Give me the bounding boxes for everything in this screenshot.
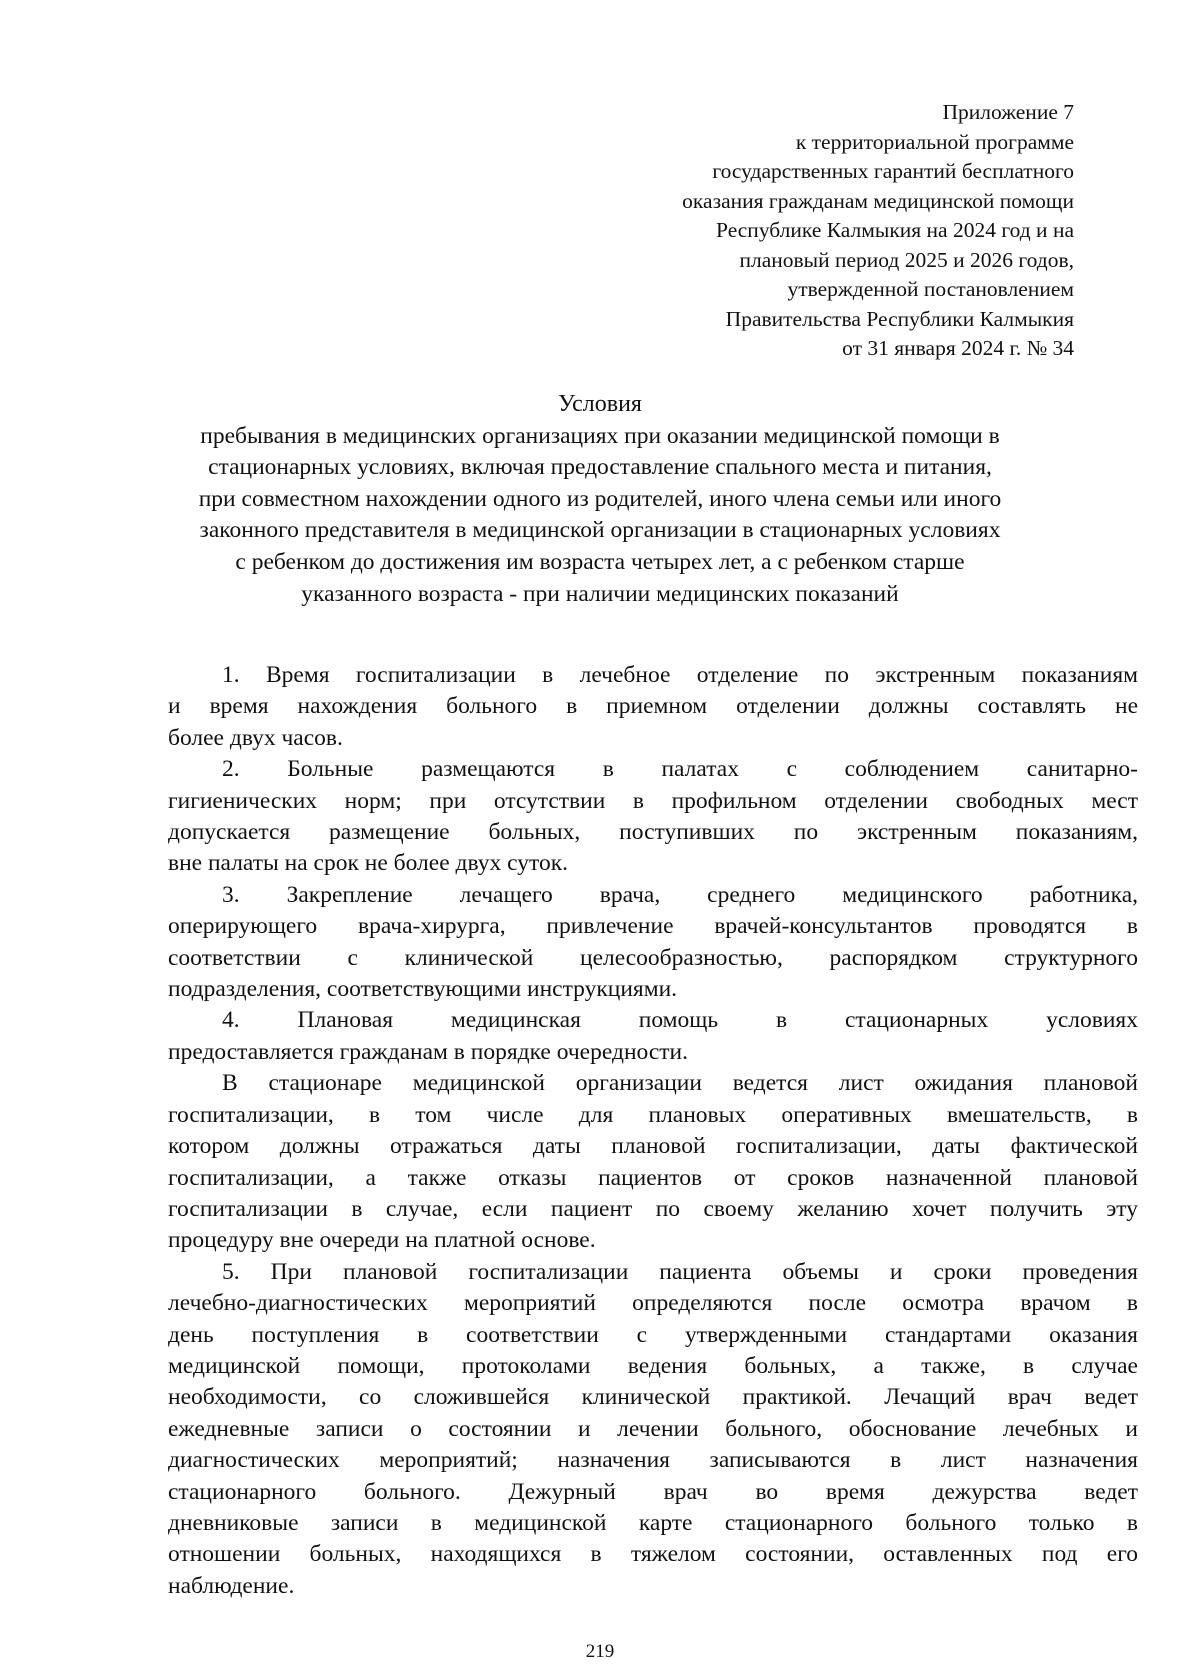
document-title [150, 389, 1050, 610]
paragraph-4-continued [168, 1068, 1138, 1256]
page-number: 219 [585, 1641, 615, 1662]
annex-line: оказания гражданам медицинской помощи [682, 188, 1074, 213]
annex-line: Правительства Республики Калмыкия [725, 306, 1074, 331]
text-line: процедуру вне очереди на платной основе. [168, 1227, 596, 1254]
text-line: котором должны отражаться даты плановой госпитализации, даты фактической [168, 1133, 1138, 1160]
annex-line: к территориальной программе [795, 129, 1074, 154]
text-line: госпитализации в случае, если пациент по своему желанию хочет получить эту [168, 1195, 1138, 1222]
document-body [168, 660, 1138, 1602]
text-line: госпитализации, в том числе для плановых оперативных вмешательств, в [168, 1101, 1138, 1128]
paragraph-5 [168, 1257, 1138, 1602]
text-line: дневниковые записи в медицинской карте стационарного больного только в [168, 1509, 1138, 1536]
paragraph-2 [168, 754, 1138, 880]
annex-line: утвержденной постановлением [787, 277, 1074, 301]
text-line: необходимости, со сложившейся клинической практикой. Лечащий врач ведет [168, 1384, 1138, 1411]
paragraph-1 [168, 660, 1138, 754]
annex-line: Приложение 7 [942, 100, 1074, 124]
text-line: день поступления в соответствии с утвержденными стандартами оказания [168, 1321, 1138, 1348]
title-subtitle-line: при совместном нахождении одного из родителей, иного члена семьи или иного [198, 485, 1002, 512]
text-line: В стационаре медицинской организации ведется лист ожидания плановой [222, 1070, 1138, 1097]
text-line: допускается размещение больных, поступивших по экстренным показаниям, [168, 819, 1138, 846]
text-line: соответствии с клинической целесообразностью, распорядком структурного [168, 944, 1138, 971]
text-line: предоставляется гражданам в порядке очередности. [168, 1038, 689, 1065]
annex-line: государственных гарантий бесплатного [712, 159, 1074, 183]
text-line: оперирующего врача-хирурга, привлечение врачей-консультантов проводятся в [168, 913, 1138, 940]
annex-line: Республике Калмыкия на 2024 год и на [716, 218, 1074, 242]
title-subtitle-line: с ребенком до достижения им возраста четырех лет, а с ребенком старше [235, 548, 965, 575]
text-line: госпитализации, а также отказы пациентов от сроков назначенной плановой [168, 1164, 1138, 1191]
title-subtitle-line: указанного возраста - при наличии медицинских показаний [301, 580, 899, 607]
text-line: более двух часов. [168, 724, 343, 751]
text-line: 3. Закрепление лечащего врача, среднего медицинского работника, [222, 881, 1138, 908]
text-line: подразделения, соответствующими инструкциями. [168, 976, 678, 1003]
text-line: диагностических мероприятий; назначения записываются в лист назначения [168, 1447, 1138, 1474]
text-line: 2. Больные размещаются в палатах с соблюдением санитарно- [222, 756, 1138, 783]
paragraph-3 [168, 880, 1138, 1006]
text-line: и время нахождения больного в приемном отделении должны составлять не [168, 693, 1138, 720]
paragraph-4 [168, 1005, 1138, 1068]
title-heading: Условия [558, 391, 642, 417]
text-line: отношении больных, находящихся в тяжелом состоянии, оставленных под его [168, 1541, 1138, 1568]
annex-header [514, 98, 1074, 364]
text-line: наблюдение. [168, 1572, 295, 1599]
annex-line: от 31 января 2024 г. № 34 [842, 336, 1074, 360]
text-line: стационарного больного. Дежурный врач во время дежурства ведет [168, 1478, 1138, 1505]
title-subtitle-line: стационарных условиях, включая предоставление спального места и питания, [208, 454, 992, 481]
text-line: ежедневные записи о состоянии и лечении больного, обоснование лечебных и [168, 1415, 1138, 1442]
text-line: лечебно-диагностических мероприятий определяются после осмотра врачом в [168, 1290, 1138, 1317]
title-subtitle-line: законного представителя в медицинской организации в стационарных условиях [199, 517, 1001, 544]
text-line: вне палаты на срок не более двух суток. [168, 850, 569, 877]
text-line: 1. Время госпитализации в лечебное отделение по экстренным показаниям [222, 662, 1138, 688]
text-line: 5. При плановой госпитализации пациента объемы и сроки проведения [222, 1258, 1138, 1285]
text-line: гигиенических норм; при отсутствии в профильном отделении свободных мест [168, 787, 1138, 814]
annex-line: плановый период 2025 и 2026 годов, [739, 247, 1074, 272]
text-line: медицинской помощи, протоколами ведения больных, а также, в случае [168, 1352, 1138, 1379]
text-line: 4. Плановая медицинская помощь в стационарных условиях [222, 1007, 1138, 1034]
title-subtitle-line: пребывания в медицинских организациях при оказании медицинской помощи в [200, 422, 1000, 449]
